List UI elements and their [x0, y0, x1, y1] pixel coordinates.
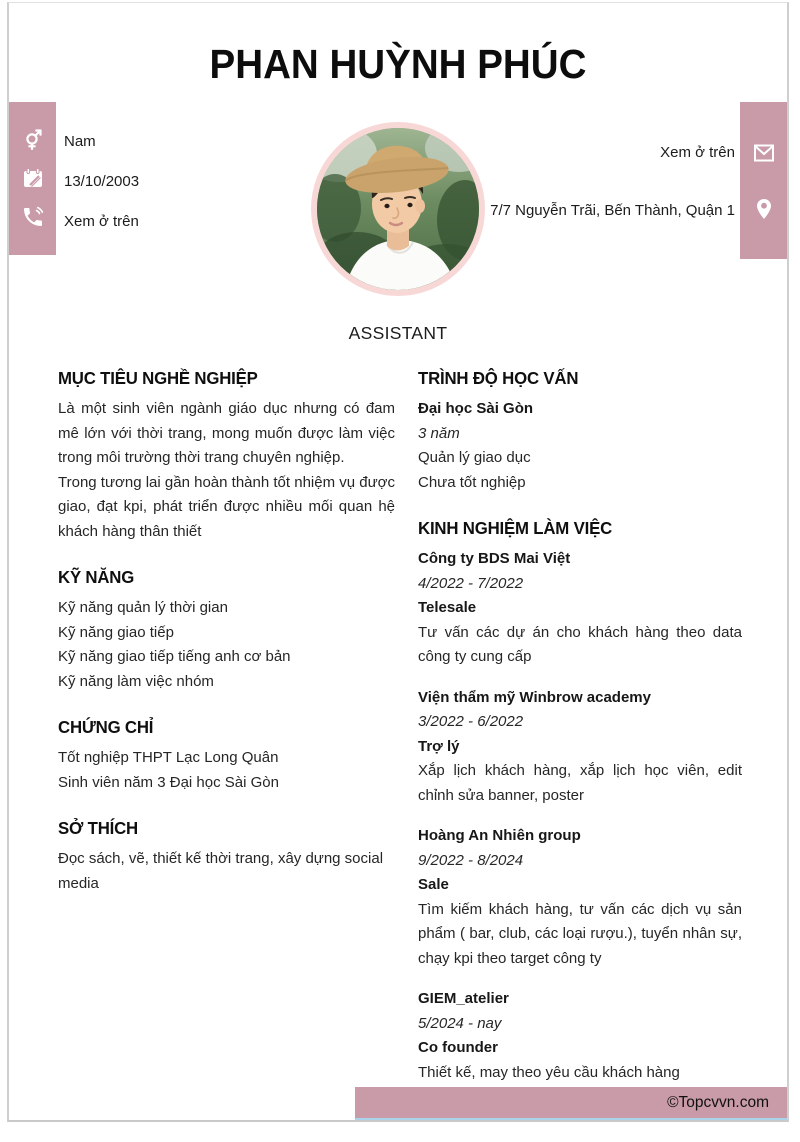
section-experience-title: KINH NGHIỆM LÀM VIỆC [418, 518, 613, 538]
section-skills-title: KỸ NĂNG [58, 567, 135, 587]
location-icon [752, 197, 776, 221]
objective-paragraph: Là một sinh viên ngành giáo dục nhưng có đam mê lớn với thời trang, mong muốn được làm việc trong môi trường thời trang chuyên nghiệp. [58, 400, 395, 466]
job-period: 4/2022 - 7/2022 [418, 574, 524, 592]
education-status: Chưa tốt nghiệp [418, 473, 526, 491]
gender-value: Nam [64, 133, 96, 150]
contact-band-left [9, 102, 56, 255]
section-education-title: TRÌNH ĐỘ HỌC VẤN [418, 368, 579, 388]
left-column [58, 367, 395, 896]
address-value: 7/7 Nguyễn Trãi, Bến Thành, Quận 1 [490, 202, 735, 219]
skill-item: Kỹ năng làm việc nhóm [58, 672, 214, 690]
job-description: Thiết kế, may theo yêu cầu khách hàng [418, 1063, 680, 1081]
job-position: Telesale [418, 599, 477, 616]
section-objective-title: MỤC TIÊU NGHỀ NGHIỆP [58, 368, 258, 388]
education-major: Quản lý giao dục [418, 449, 531, 466]
job-company: Hoàng An Nhiên group [418, 827, 581, 844]
job-entry [418, 987, 742, 1085]
objective-paragraph: Trong tương lai gần hoàn thành tốt nhiệm vụ được giao, đạt kpi, phát triển được nhiều mối quan hệ khách hàng thân thiết [58, 473, 395, 540]
cv-page [7, 2, 789, 1122]
hobbies-text: Đọc sách, vẽ, thiết kế thời trang, xây dựng social media [58, 850, 384, 892]
education-duration: 3 năm [418, 424, 460, 442]
job-description: Xắp lịch khách hàng, xắp lịch học viên, edit chỉnh sửa banner, poster [418, 762, 742, 804]
birthdate-value: 13/10/2003 [64, 173, 140, 190]
job-period: 5/2024 - nay [418, 1014, 502, 1032]
job-entry [418, 547, 742, 670]
education-school: Đại học Sài Gòn [418, 400, 534, 417]
page-title: PHAN HUỲNH PHÚC [209, 41, 587, 87]
job-company: Công ty BDS Mai Việt [418, 550, 571, 567]
certificate-item: Tốt nghiệp THPT Lạc Long Quân [58, 749, 279, 766]
email-value: Xem ở trên [660, 144, 735, 161]
calendar-icon [21, 167, 45, 191]
job-period: 3/2022 - 6/2022 [418, 713, 524, 730]
skill-item: Kỹ năng quản lý thời gian [58, 599, 228, 616]
skill-item: Kỹ năng giao tiếp [58, 623, 174, 641]
job-description: Tư vấn các dự án cho khách hàng theo data công ty cung cấp [418, 623, 742, 665]
job-description: Tìm kiếm khách hàng, tư vấn các dịch vụ sản phẩm ( bar, club, các loại rượu.), tuyển nhân sự, chạy kpi theo target công ty [418, 900, 742, 967]
phone-icon [21, 205, 45, 229]
job-position: Sale [418, 876, 449, 893]
job-company: GIEM_atelier [418, 990, 509, 1007]
job-period: 9/2022 - 8/2024 [418, 851, 524, 869]
section-certificates-title: CHỨNG CHỈ [58, 717, 154, 737]
job-company: Viện thẩm mỹ Winbrow academy [418, 688, 651, 706]
job-entry [418, 824, 742, 971]
right-column [418, 367, 742, 1085]
footer-credit: ©Topcvvn.com [355, 1087, 787, 1120]
section-hobbies-title: SỞ THÍCH [58, 818, 138, 838]
phone-value: Xem ở trên [64, 213, 139, 230]
profile-photo [311, 122, 485, 296]
contact-band-right [740, 102, 787, 259]
certificate-item: Sinh viên năm 3 Đại học Sài Gòn [58, 773, 279, 791]
job-title: ASSISTANT [348, 323, 448, 343]
gender-icon [21, 128, 45, 152]
job-position: Co founder [418, 1039, 498, 1056]
email-icon [752, 141, 776, 165]
job-entry [418, 686, 742, 809]
skill-item: Kỹ năng giao tiếp tiếng anh cơ bản [58, 648, 291, 665]
job-position: Trợ lý [418, 737, 460, 755]
